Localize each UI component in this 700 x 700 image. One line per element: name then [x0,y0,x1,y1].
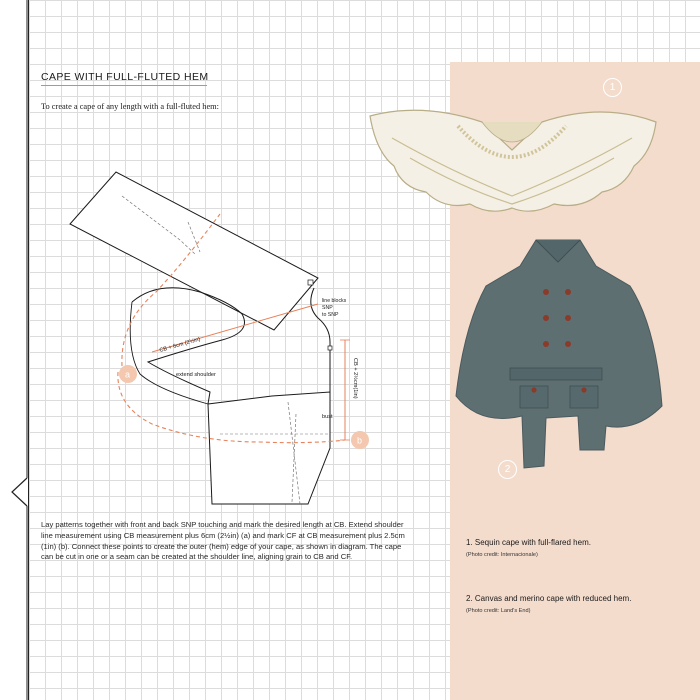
merino-cape-photo [450,236,666,486]
front-block [208,392,330,504]
label-to-snp: to SNP [322,312,339,318]
marker-b-label: b [357,435,363,446]
label-line-blocks: line blocks [322,298,347,304]
caption-2-credit: (Photo credit: Land's End) [466,608,531,614]
page-title: CAPE WITH FULL-FLUTED HEM [41,71,209,83]
intro-text: To create a cape of any length with a full-fluted hem: [41,102,220,111]
marker-a-label: a [125,369,131,380]
caption-1-title: 1. Sequin cape with full-flared hem. [466,538,591,547]
caption-2-title: 2. Canvas and merino cape with reduced hem. [466,594,632,603]
photo-2-number: 2 [498,460,517,479]
back-block [70,172,318,330]
label-bust: bust [322,414,333,420]
label-extend-shoulder: extend shoulder [176,372,216,378]
binding-notch-icon [0,0,30,700]
pattern-diagram [60,152,380,512]
sequin-cape-photo [362,92,662,222]
caption-1 [466,536,681,558]
caption-1-credit: (Photo credit: Internacionale) [466,552,538,558]
instructions-text: Lay patterns together with front and back SNP touching and mark the desired length at CB. Extend shoulder line measurement using CB measurement plus 6cm (2½in) (a) and mark CF at CB measurement plus 2.5cm (1in) (b). Connect these points to create the outer (hem) edge of your cape, as shown in diagram. The cape can be cut in one or a seam can be created at the shoulder line, aligning grain to CB and CF. [41,520,405,562]
photo-1-number: 1 [603,78,622,97]
label-snp: SNP [322,305,333,311]
caption-2 [466,592,681,614]
title-underline [41,85,207,86]
label-cf-measure: CB + 2½cm(1in) [352,358,358,399]
label-cb-measure: CB + 6cm (2½in) [158,336,202,354]
